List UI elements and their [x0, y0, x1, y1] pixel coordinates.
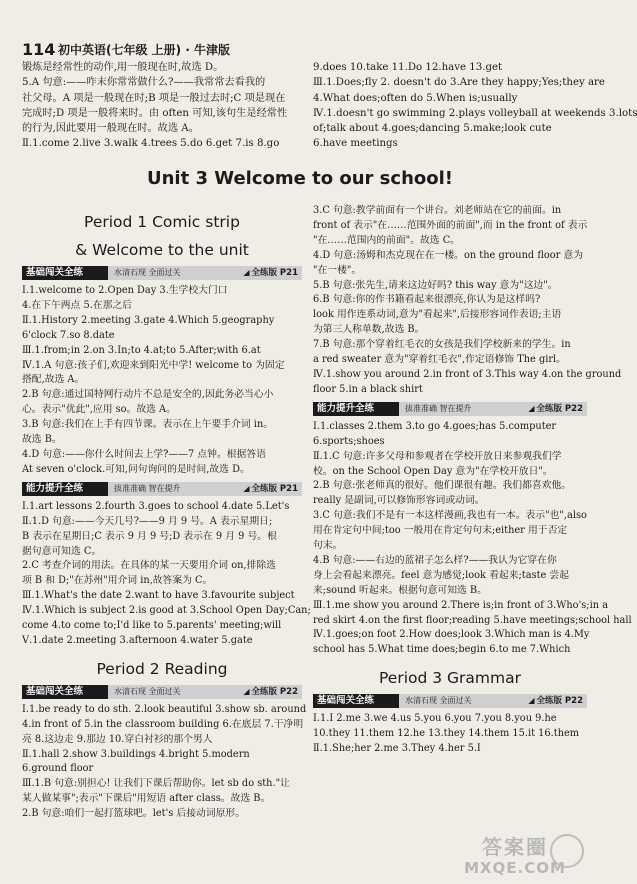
- answer-line: 来;sound 听起来。根据句意可知选 B。: [313, 584, 487, 596]
- answer-line: 心。表示"优此",应用 so。故选 A。: [22, 404, 176, 416]
- unit-title: Unit 3 Welcome to our school!: [147, 168, 453, 189]
- answer-line: Ⅲ.1.from;in 2.on 3.In;to 4.at;to 5.After;with 6.at: [22, 344, 261, 356]
- answer-line: 4.D 句意:——你什么时间去上学?——7 点钟。根据答语: [22, 448, 266, 460]
- banner-subtitle: 拔准准确 智在提升: [114, 483, 181, 493]
- watermark-text-bottom: MXQE.COM: [464, 859, 566, 877]
- watermark-logo: [440, 834, 590, 878]
- top-left-answers: [22, 60, 302, 152]
- answer-line: 5.B 句意:张先生,请来这边好吗? this way 意为"这边"。: [313, 279, 558, 291]
- answer-line: Ⅰ.1.be ready to do sth. 2.look beautiful 3.show sb. around: [22, 703, 307, 715]
- answer-line: 身上会看起来漂亮。feel 意为感觉;look 看起来;taste 尝起: [313, 569, 570, 581]
- answer-line: 为第三人称单数,故选 B。: [313, 324, 425, 336]
- answer-line: 2.B 句意:通过国特网行动片不总是安全的,因此务必当心小: [22, 389, 274, 401]
- banner-label: 基础闯关全练: [317, 695, 375, 707]
- answer-line: 6.have meetings: [313, 138, 398, 150]
- answer-line: 6.ground floor: [22, 763, 94, 775]
- period-1-title: Period 1 Comic strip: [84, 213, 240, 231]
- answer-line: 9.does 10.take 11.Do 12.have 13.get: [313, 62, 503, 73]
- banner-reference: ◢ 全练版 P22: [528, 403, 583, 414]
- answer-line: front of 表示"在……范围外面的前面",而 in the front of 表示: [313, 219, 588, 231]
- answer-line: 4.What does;often do 5.When is;usually: [313, 92, 518, 104]
- answer-line: 2.B 句意:咱们一起打篮球吧。let's 后接动词原形。: [22, 808, 246, 820]
- answer-line: Ⅳ.1.A 句意:孩子们,欢迎来到阳光中学! welcome to 为固定: [22, 359, 285, 371]
- answer-line: a red sweater 意为"穿着红毛衣",作定语修饰 The girl。: [313, 354, 566, 366]
- answer-line: 7.B 句意:那个穿着红毛衣的女孩是我们学校新来的学生。in: [313, 339, 571, 351]
- answer-line: Ⅳ.1.Which is subject 2.is good at 3.School Open Day;Can;: [22, 605, 311, 617]
- banner-subtitle: 水清石现 全面过关: [114, 686, 181, 696]
- answer-line: 用在肯定句中间;too 一般用在肯定句句末;either 用于否定: [313, 525, 568, 537]
- answer-line: 3.C 句意:我们不是有一本这样漫画,我也有一本。表示"也",also: [313, 510, 587, 522]
- answer-line: 3.C 句意:教学前面有一个讲台。刘老师站在它的前面。in: [313, 205, 562, 216]
- answer-line: 句末。: [313, 540, 343, 552]
- answer-line: Ⅰ.1.I 2.me 3.we 4.us 5.you 6.you 7.you 8.you 9.he: [313, 713, 557, 725]
- answer-line: 项 B 和 D;"在苏州"用介词 in,故答案为 C。: [22, 575, 213, 587]
- answer-line: 搭配,故选 A。: [22, 374, 85, 386]
- section-banner: [313, 402, 587, 416]
- answer-line: B 表示在星期日;C 表示 9 月 9 号;D 表示在 9 月 9 号。根: [22, 530, 277, 542]
- banner-reference: ◢ 全练版 P22: [243, 686, 298, 697]
- banner-subtitle: 水清石现 全面过关: [405, 696, 472, 706]
- banner-subtitle: 拔准准确 智在提升: [405, 403, 472, 413]
- answer-line: 4.B 句意:——右边的蓝裙子怎么样?——我认为它穿在你: [313, 554, 557, 566]
- section-banner: [313, 694, 587, 708]
- answer-line: Ⅲ.1.me show you around 2.There is;in front of 3.Who's;in a: [313, 599, 608, 611]
- answer-line: 故选 B。: [22, 434, 62, 446]
- answer-line: 10.they 11.them 12.he 13.they 14.them 15.it 16.them: [313, 728, 580, 740]
- answer-line: At seven o'clock.可知,问句询问的是时间,故选 D。: [22, 463, 250, 475]
- answer-line: 5.A 句意:——咋末你常常做什么?——我常常去看我的: [22, 77, 266, 89]
- answer-line: Ⅰ.1.classes 2.them 3.to go 4.goes;has 5.computer: [313, 420, 557, 432]
- page-number: 114: [22, 40, 56, 59]
- pencil-icon: ◢: [243, 483, 250, 493]
- watermark-circle-icon: [550, 834, 584, 868]
- answer-line: 据句意可知选 C。: [22, 545, 102, 557]
- answer-line: Ⅱ.1.She;her 2.me 3.They 4.her 5.I: [313, 743, 481, 755]
- left-column: [22, 204, 311, 822]
- answer-line: come 4.to come to;I'd like to 5.parents' meeting;will: [22, 620, 282, 632]
- answer-line: Ⅱ.1.C 句意:许多父母和参观者在学校开放日来参观我们学: [313, 450, 562, 462]
- period-1-subtitle: & Welcome to the unit: [75, 241, 249, 259]
- answer-line: 4.D 句意:汤姆和杰克现在在一楼。on the ground floor 意为: [313, 249, 584, 261]
- banner-label: 能力提升全练: [26, 482, 84, 494]
- banner-label: 能力提升全练: [317, 402, 375, 414]
- answer-line: Ⅱ.1.History 2.meeting 3.gate 4.Which 5.geography: [22, 314, 275, 326]
- answer-line: 校。on the School Open Day 意为"在学校开放日"。: [313, 465, 553, 477]
- answer-line: Ⅳ.1.goes;on foot 2.How does;look 3.Which man is 4.My: [313, 629, 590, 641]
- answer-line: 4.在下午两点 5.在那之后: [22, 299, 132, 311]
- top-right-answers: [313, 60, 637, 152]
- answer-line: Ⅲ.1.What's the date 2.want to have 3.favourite subject: [22, 590, 295, 602]
- answer-line: Ⅲ.1.B 句意:别担心! 让我们下课后帮助你。let sb do sth."让: [22, 778, 290, 790]
- answer-line: Ⅰ.1.art lessons 2.fourth 3.goes to school 4.date 5.Let's: [22, 500, 290, 512]
- answer-line: floor 5.in a black shirt: [313, 383, 423, 395]
- answer-line: Ⅴ.1.date 2.meeting 3.afternoon 4.water 5.gate: [22, 634, 253, 646]
- answer-line: red skirt 4.on the first floor;reading 5.have meetings;school hall: [313, 614, 632, 626]
- answer-line: 4.in front of 5.in the classroom building 6.在底层 7.干净明: [22, 718, 304, 730]
- answer-line: look 用作连系动词,意为"看起来",后接形容词作表语;主语: [313, 309, 562, 321]
- answer-line: school has 5.What time does;begin 6.to me 7.Which: [313, 644, 571, 656]
- answer-line: Ⅰ.1.welcome to 2.Open Day 3.生学校大门口: [22, 285, 228, 296]
- answer-line: 2.B 句意:张老师真的很好。他们课很有趣。我们都喜欢他。: [313, 480, 572, 492]
- answer-line: 某人做某事";表示"下课后"用短语 after class。故选 B。: [22, 793, 271, 805]
- answer-line: "在一楼"。: [313, 264, 362, 276]
- banner-reference: ◢ 全练版 P22: [528, 696, 583, 707]
- section-banner: [22, 266, 302, 280]
- answer-line: 3.B 句意:我们在上手有四节课。表示在上午要手介词 in。: [22, 419, 274, 431]
- answer-line: 6'clock 7.so 8.date: [22, 329, 115, 341]
- answer-line: of;talk about 4.goes;dancing 5.make;look cute: [313, 123, 552, 135]
- answer-line: Ⅳ.1.show you around 2.in front of 3.This way 4.on the ground: [313, 368, 622, 380]
- answer-line: 6.sports;shoes: [313, 435, 385, 447]
- pencil-icon: ◢: [528, 403, 535, 413]
- watermark-text-top: 答案圈: [482, 835, 548, 859]
- answer-line: 6.B 句意:你的作书籍看起来很漂亮,你认为是这样吗?: [313, 294, 541, 306]
- answer-line: 完成时;D 项是一般将来时。由 often 可知,该句生是经常性: [22, 107, 288, 119]
- page-header: [0, 0, 600, 59]
- answer-line: 2.C 考查介词的用法。在具体的某一天要用介词 on,排除选: [22, 560, 276, 572]
- period-2-title: Period 2 Reading: [96, 659, 228, 678]
- banner-reference: ◢ 全练版 P21: [243, 268, 298, 278]
- right-column: [313, 204, 632, 757]
- answer-line: 锻炼是经常性的动作,用一般现在时,故选 D。: [22, 62, 224, 73]
- pencil-icon: ◢: [528, 696, 535, 706]
- answer-line: 的行为,因此要用一般现在时。故选 A。: [22, 123, 199, 135]
- banner-reference: ◢ 全练版 P21: [243, 483, 298, 494]
- section-banner: [22, 685, 302, 699]
- banner-label: 基础闯关全练: [26, 267, 84, 278]
- answer-line: Ⅱ.1.D 句意:——今天几号?——9 月 9 号。A 表示星期日;: [22, 515, 273, 527]
- answer-line: Ⅱ.1.come 2.live 3.walk 4.trees 5.do 6.get 7.is 8.go: [22, 138, 280, 150]
- section-banner: [22, 482, 302, 496]
- book-title: 初中英语(七年级 上册) · 牛津版: [58, 43, 231, 57]
- banner-label: 基础闯关全练: [26, 685, 84, 697]
- answer-line: Ⅲ.1.Does;fly 2. doesn't do 3.Are they happy;Yes;they are: [313, 77, 605, 89]
- banner-subtitle: 水清石现 全面过关: [114, 268, 181, 277]
- answer-line: Ⅱ.1.hall 2.show 3.buildings 4.bright 5.modern: [22, 748, 250, 760]
- answer-line: really 是副词,可以修饰形容词或动词。: [313, 495, 485, 507]
- answer-line: 亮 8.这边走 9.那边 10.穿白衬衫的那个男人: [22, 733, 213, 745]
- answer-line: "在……范围内的前面"。故选 C。: [313, 234, 460, 246]
- pencil-icon: ◢: [243, 686, 250, 696]
- answer-line: 社父母。A 项是一般现在时;B 项是一般过去时;C 项是现在: [22, 92, 286, 104]
- pencil-icon: ◢: [243, 268, 250, 277]
- period-3-title: Period 3 Grammar: [379, 669, 521, 688]
- answer-line: Ⅳ.1.doesn't go swimming 2.plays volleyball at weekends 3.lots: [313, 107, 637, 119]
